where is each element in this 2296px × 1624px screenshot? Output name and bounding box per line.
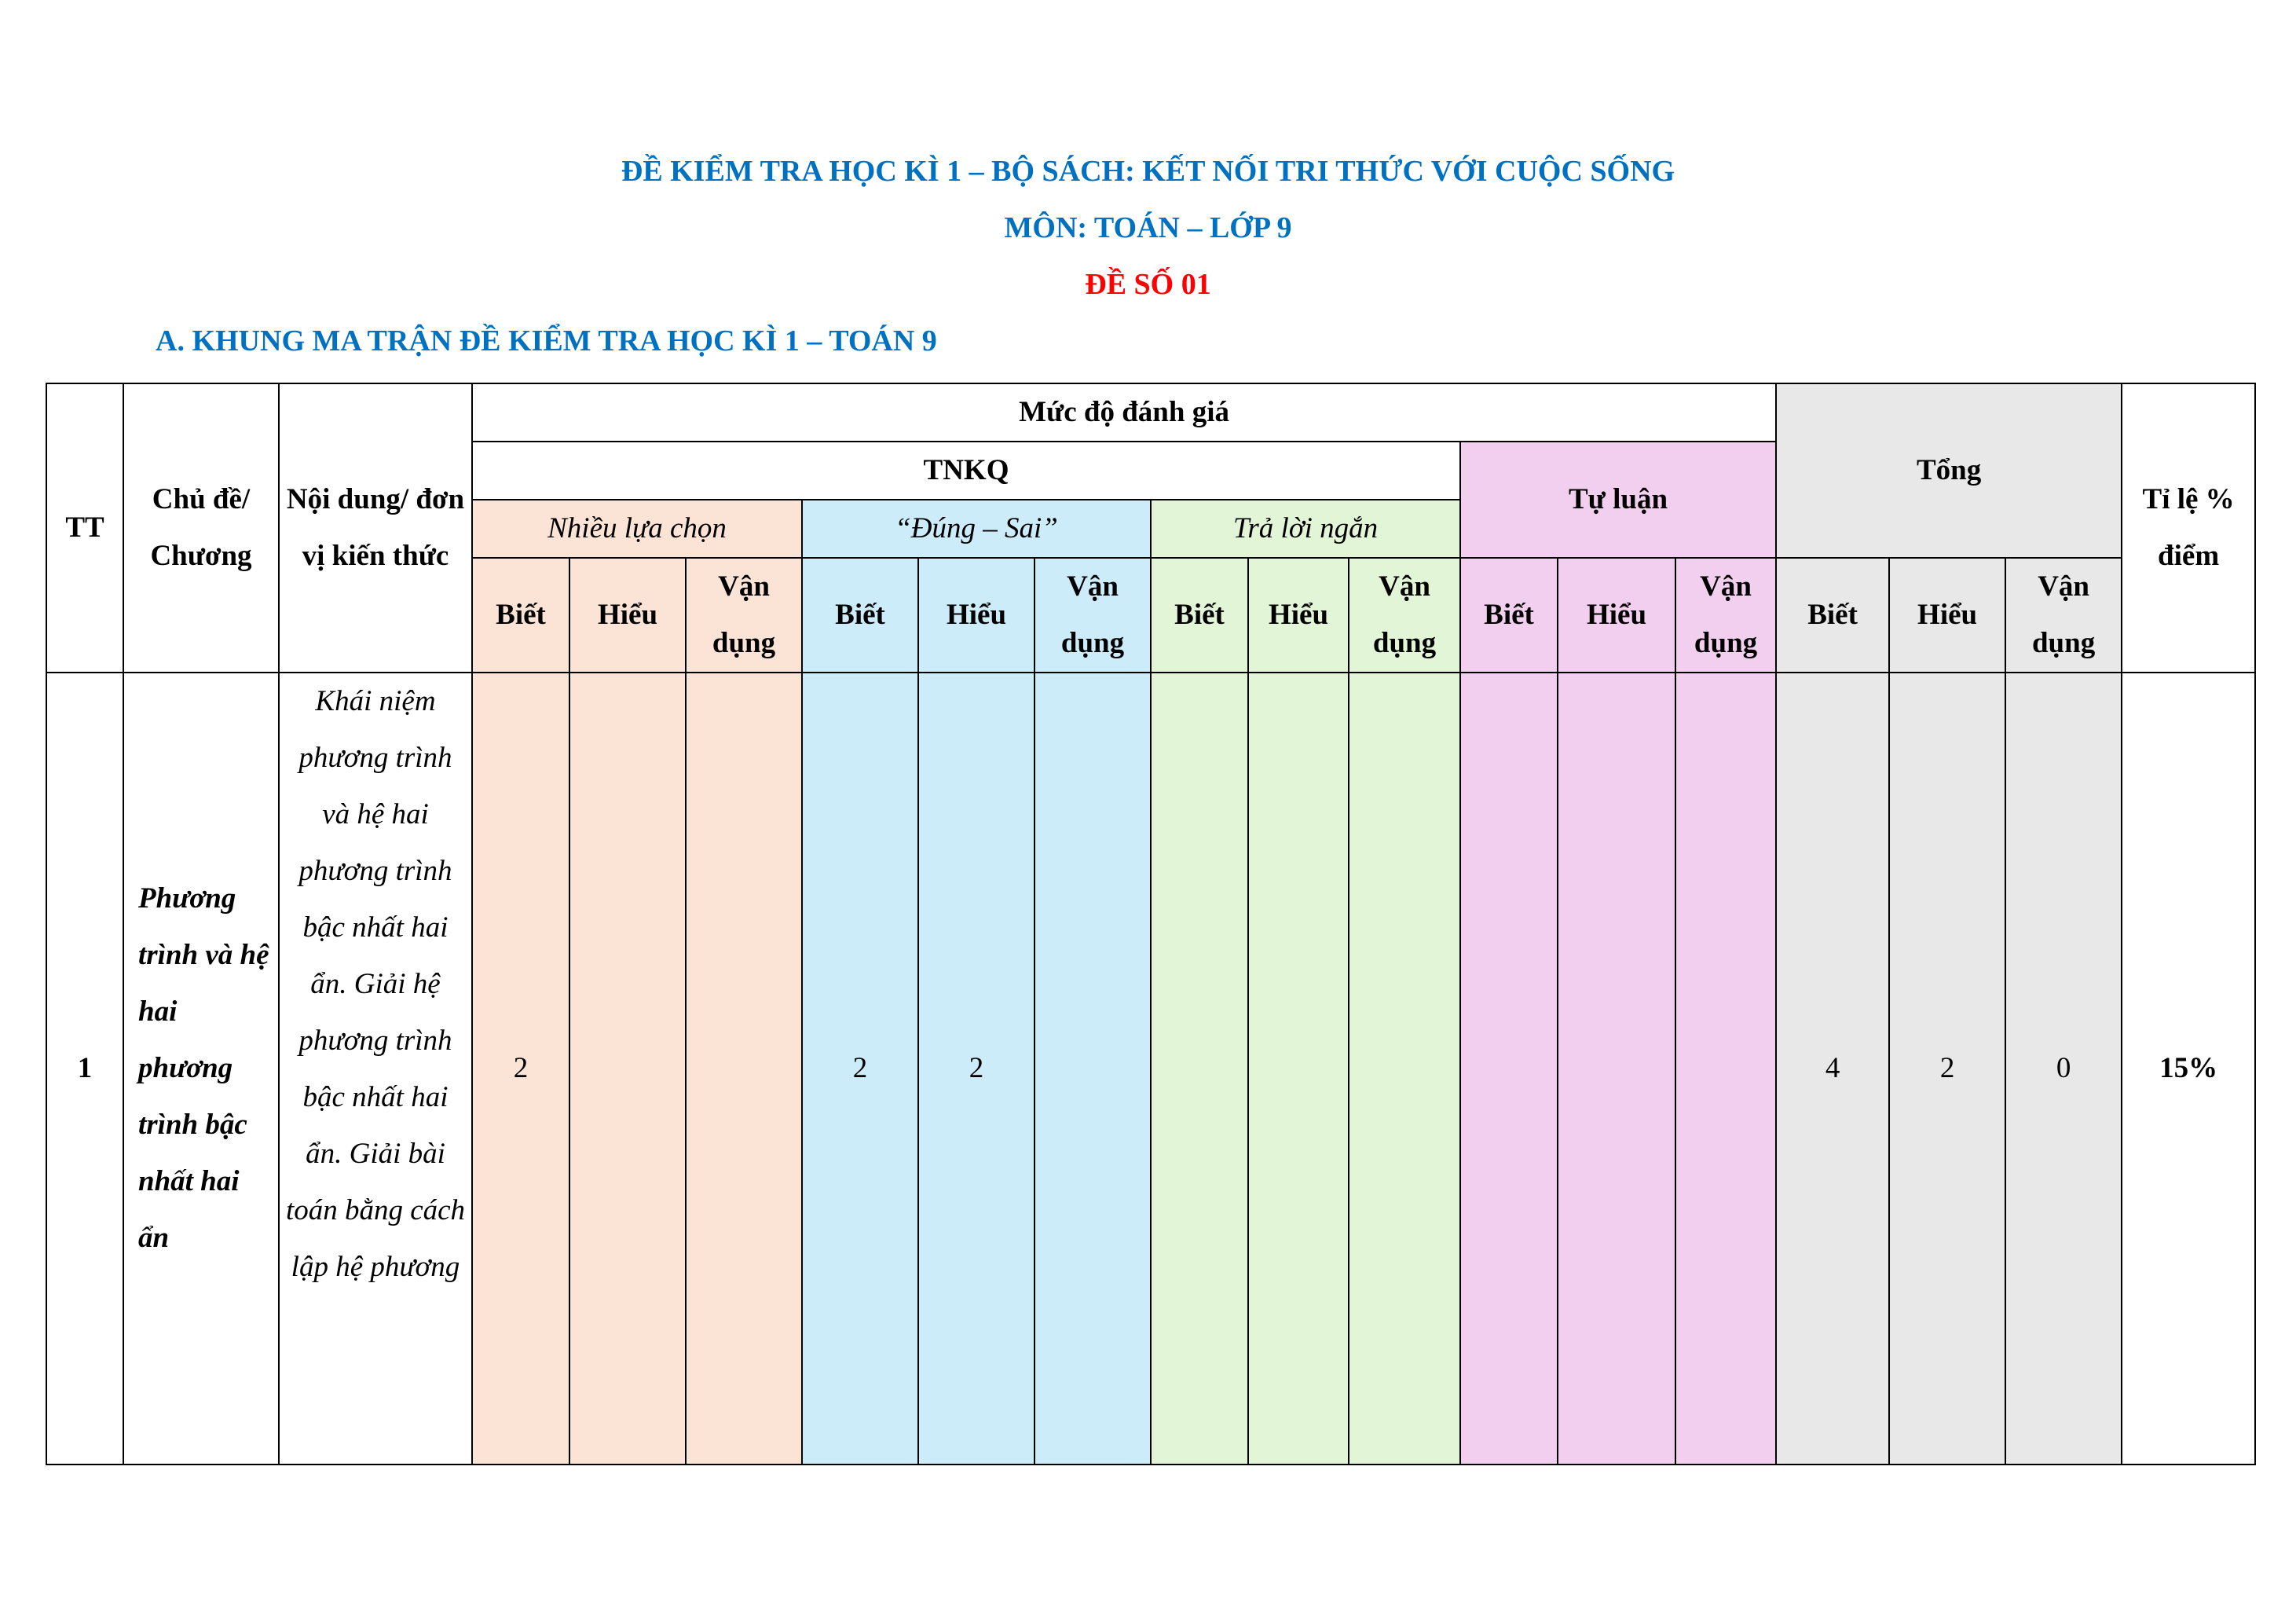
header-sa-apply: Vận dụng (1349, 558, 1460, 673)
table-row (46, 673, 2255, 1465)
header-short-answer: Trả lời ngắn (1151, 500, 1460, 558)
cell-mc-apply (686, 673, 802, 1465)
header-total: Tổng (1776, 383, 2122, 558)
assessment-matrix-table (46, 383, 2256, 1465)
header-sa-understand: Hiểu (1248, 558, 1349, 673)
cell-percent: 15% (2122, 673, 2255, 1465)
section-heading: A. KHUNG MA TRẬN ĐỀ KIỂM TRA HỌC KÌ 1 – TOÁN 9 (156, 324, 937, 357)
header-total-understand: Hiểu (1889, 558, 2005, 673)
header-tt: TT (46, 383, 123, 673)
header-mc-apply: Vận dụng (686, 558, 802, 673)
header-essay-know: Biết (1460, 558, 1558, 673)
header-assessment-level: Mức độ đánh giá (472, 383, 1776, 442)
header-percent: Tỉ lệ % điểm (2122, 383, 2255, 673)
cell-tf-apply (1034, 673, 1151, 1465)
cell-total-know: 4 (1776, 673, 1889, 1465)
header-tf-understand: Hiểu (918, 558, 1034, 673)
document-title: ĐỀ KIỂM TRA HỌC KÌ 1 – BỘ SÁCH: KẾT NỐI TRI THỨC VỚI CUỘC SỐNG (621, 155, 1675, 188)
header-mc-know: Biết (472, 558, 569, 673)
cell-essay-know (1460, 673, 1558, 1465)
row-tt: 1 (46, 673, 123, 1465)
header-tf-apply: Vận dụng (1034, 558, 1151, 673)
row-topic: Phương trình và hệ hai phương trình bậc nhất hai ẩn (123, 673, 279, 1465)
cell-sa-apply (1349, 673, 1460, 1465)
subject-title: MÔN: TOÁN – LỚP 9 (1004, 211, 1292, 244)
cell-sa-understand (1248, 673, 1349, 1465)
cell-tf-understand: 2 (918, 673, 1034, 1465)
header-total-know: Biết (1776, 558, 1889, 673)
cell-tf-know: 2 (802, 673, 918, 1465)
header-sa-know: Biết (1151, 558, 1248, 673)
row-content: Khái niệm phương trình và hệ hai phương trình bậc nhất hai ẩn. Giải hệ phương trình bậc nhất hai ẩn. Giải bài toán bằng cách lập hệ phương (279, 673, 472, 1465)
cell-total-understand: 2 (1889, 673, 2005, 1465)
header-tnkq: TNKQ (472, 442, 1460, 500)
cell-mc-know: 2 (472, 673, 569, 1465)
header-total-apply: Vận dụng (2005, 558, 2122, 673)
header-mc-understand: Hiểu (569, 558, 686, 673)
cell-essay-apply (1675, 673, 1776, 1465)
header-true-false: “Đúng – Sai” (802, 500, 1151, 558)
header-tf-know: Biết (802, 558, 918, 673)
cell-sa-know (1151, 673, 1248, 1465)
header-essay-understand: Hiểu (1558, 558, 1675, 673)
cell-mc-understand (569, 673, 686, 1465)
header-essay: Tự luận (1460, 442, 1776, 558)
header-topic: Chủ đề/ Chương (123, 383, 279, 673)
header-essay-apply: Vận dụng (1675, 558, 1776, 673)
header-multiple-choice: Nhiều lựa chọn (472, 500, 802, 558)
exam-number: ĐỀ SỐ 01 (1085, 268, 1211, 301)
cell-total-apply: 0 (2005, 673, 2122, 1465)
cell-essay-understand (1558, 673, 1675, 1465)
header-content: Nội dung/ đơn vị kiến thức (279, 383, 472, 673)
